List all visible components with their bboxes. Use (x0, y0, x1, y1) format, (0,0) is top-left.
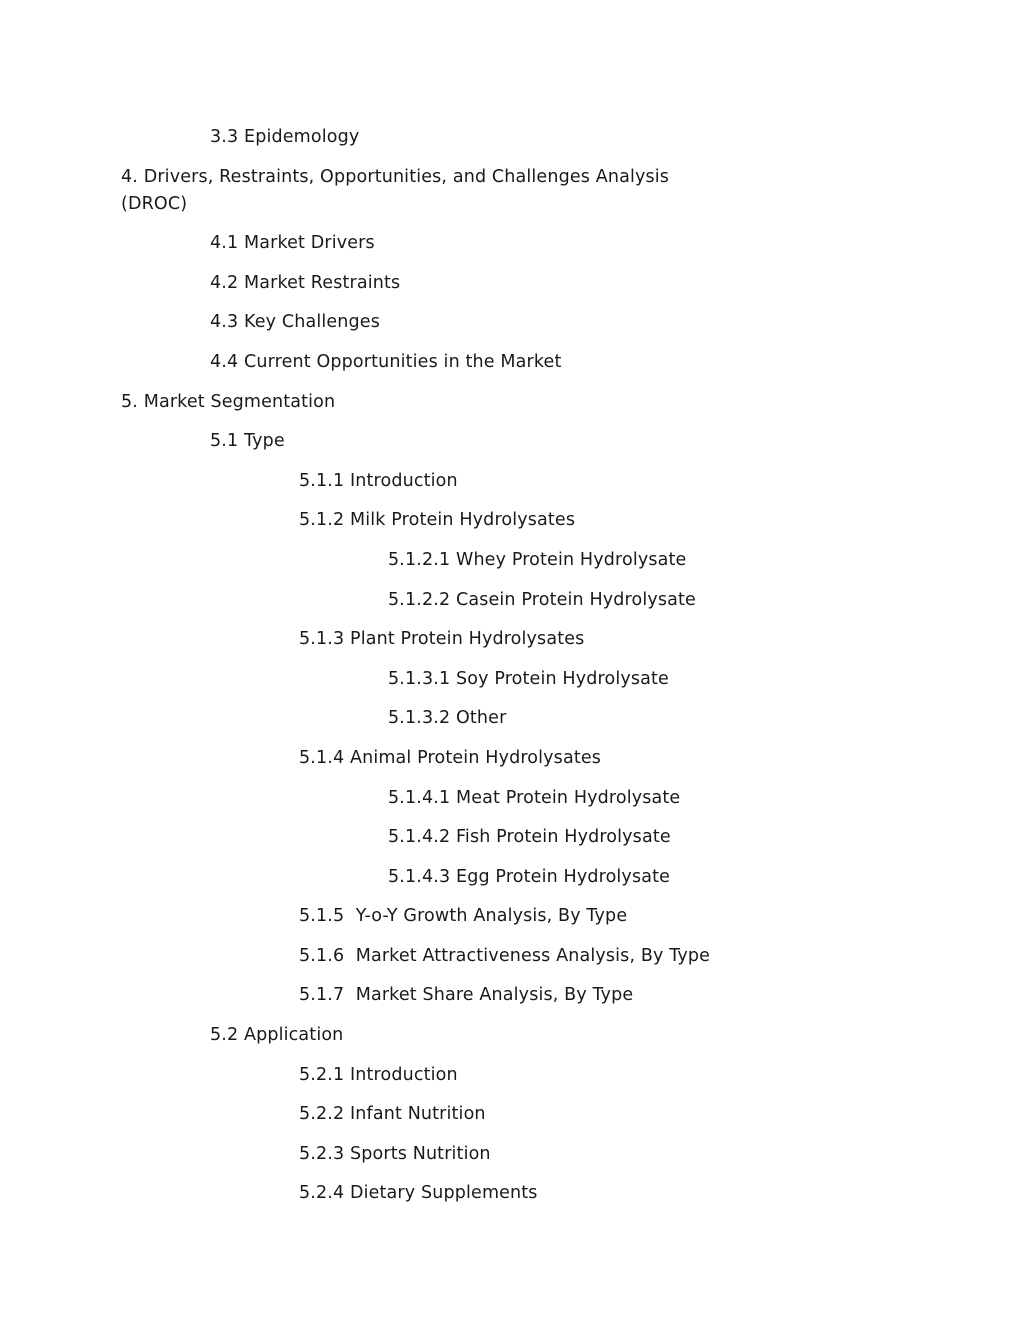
toc-entry: 5.1.3.1 Soy Protein Hydrolysate (388, 668, 669, 689)
toc-entry: 5.1.1 Introduction (299, 470, 458, 491)
toc-entry: 4.2 Market Restraints (210, 272, 401, 293)
toc-entry: 5.1.3.2 Other (388, 708, 507, 729)
toc-entry: 5.2 Application (210, 1025, 344, 1046)
toc-entry: 4. Drivers, Restraints, Opportunities, and Challenges Analysis (DROC) (121, 166, 675, 214)
toc-entry: 5. Market Segmentation (121, 391, 336, 412)
toc-entry: 5.1.4.2 Fish Protein Hydrolysate (388, 827, 671, 848)
toc-entry: 4.1 Market Drivers (210, 233, 375, 254)
toc-entry: 5.2.2 Infant Nutrition (299, 1104, 486, 1125)
toc-entry: 5.1.2 Milk Protein Hydrolysates (299, 510, 576, 531)
toc-entry: 5.2.1 Introduction (299, 1064, 458, 1085)
toc-entry: 5.1.7 Market Share Analysis, By Type (299, 985, 634, 1006)
toc-entry: 5.2.3 Sports Nutrition (299, 1143, 491, 1164)
toc-entry: 5.2.4 Dietary Supplements (299, 1183, 538, 1204)
toc-entry: 5.1.2.2 Casein Protein Hydrolysate (388, 589, 696, 610)
toc-entry: 5.1.2.1 Whey Protein Hydrolysate (388, 549, 687, 570)
toc-entry: 5.1.6 Market Attractiveness Analysis, By Type (299, 945, 711, 966)
toc-entry: 5.1.4 Animal Protein Hydrolysates (299, 747, 602, 768)
toc-entry: 5.1.4.3 Egg Protein Hydrolysate (388, 866, 671, 887)
toc-entry: 5.1.3 Plant Protein Hydrolysates (299, 629, 585, 650)
toc-entry: 5.1.4.1 Meat Protein Hydrolysate (388, 787, 681, 808)
toc-entry: 5.1.5 Y-o-Y Growth Analysis, By Type (299, 906, 628, 927)
table-of-contents (121, 124, 721, 1220)
toc-entry: 5.1 Type (210, 431, 285, 452)
toc-entry: 4.4 Current Opportunities in the Market (210, 351, 562, 372)
toc-entry: 3.3 Epidemology (210, 127, 360, 147)
toc-entry: 4.3 Key Challenges (210, 312, 380, 333)
